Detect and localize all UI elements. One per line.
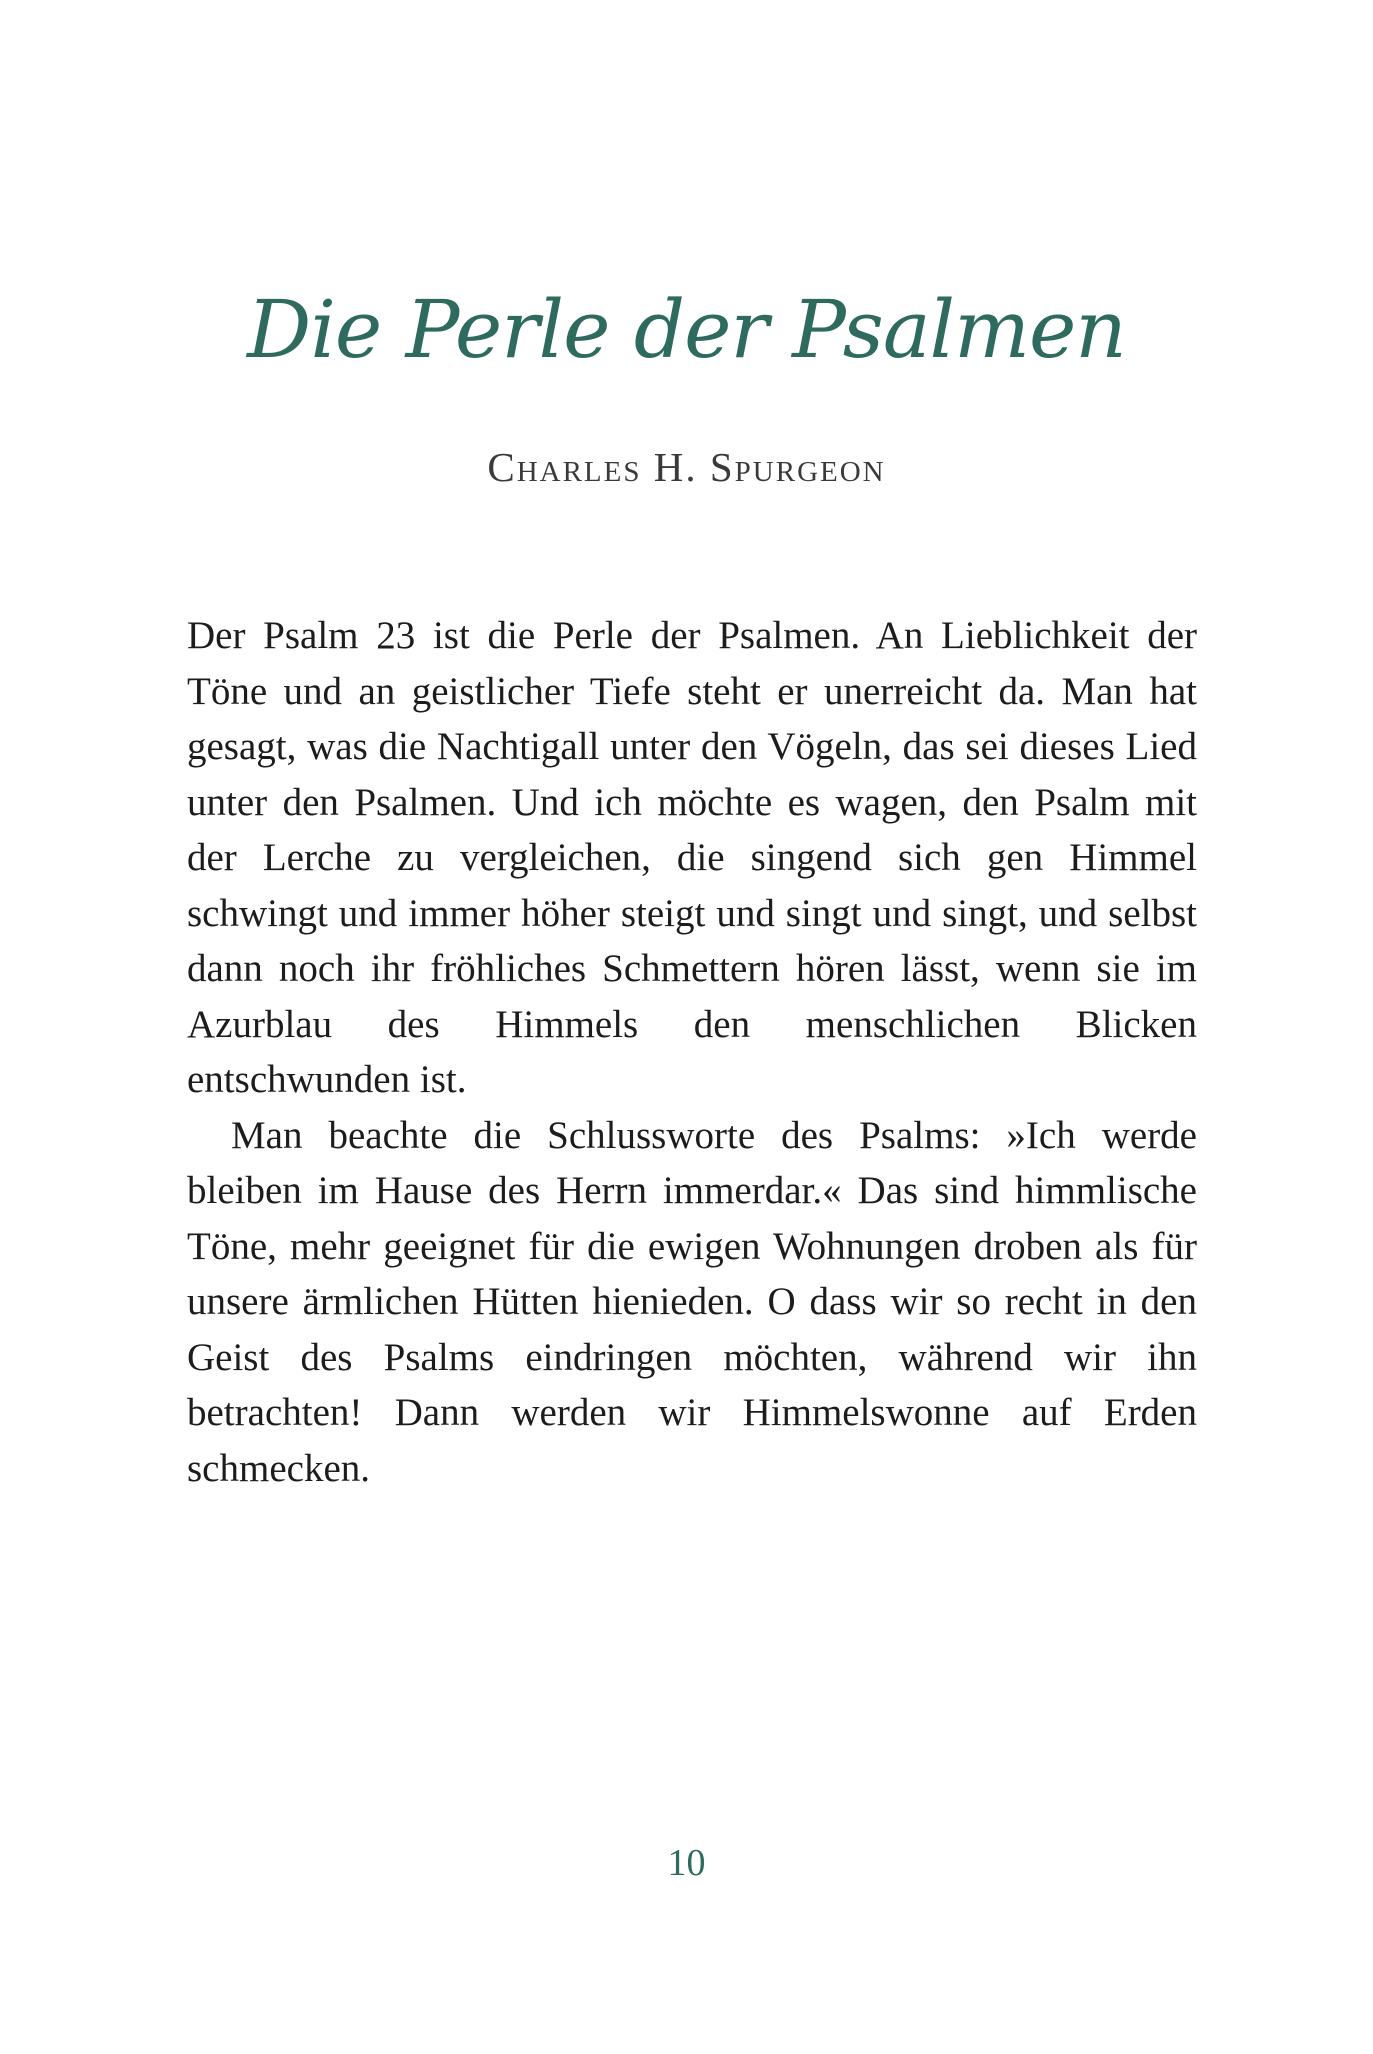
paragraph-1: Der Psalm 23 ist die Perle der Psalmen. An Lieblichkeit der Töne und an geistlicher Tiefe steht er unerreicht da. Man hat gesagt, was die Nachtigall unter den Vögeln, das sei dieses Lied unter den Psalmen. Und ich möchte es wagen, den Psalm mit der Lerche zu vergleichen, die singend sich gen Himmel schwingt und immer höher steigt und singt und singt, und selbst dann noch ihr fröhliches Schmettern hören lässt, wenn sie im Azurblau des Himmels den menschlichen Blicken entschwunden ist. bbox=[187, 614, 1197, 1101]
author-name: Charles H. Spurgeon bbox=[487, 444, 886, 490]
body-text bbox=[187, 608, 1197, 1496]
page-number: 10 bbox=[667, 1842, 706, 1884]
paragraph-2: Man beachte die Schlussworte des Psalms: »Ich werde bleiben im Hause des Herrn immerdar.« Das sind himmlische Töne, mehr geeignet für die ewigen Wohnungen droben als für unsere ärmlichen Hütten hienieden. O dass wir so recht in den Geist des Psalms eindringen möchten, während wir ihn betrachten! Dann werden wir Himmelswonne auf Erden schmecken. bbox=[187, 1113, 1197, 1490]
page-title: Die Perle der Psalmen bbox=[247, 283, 1126, 376]
